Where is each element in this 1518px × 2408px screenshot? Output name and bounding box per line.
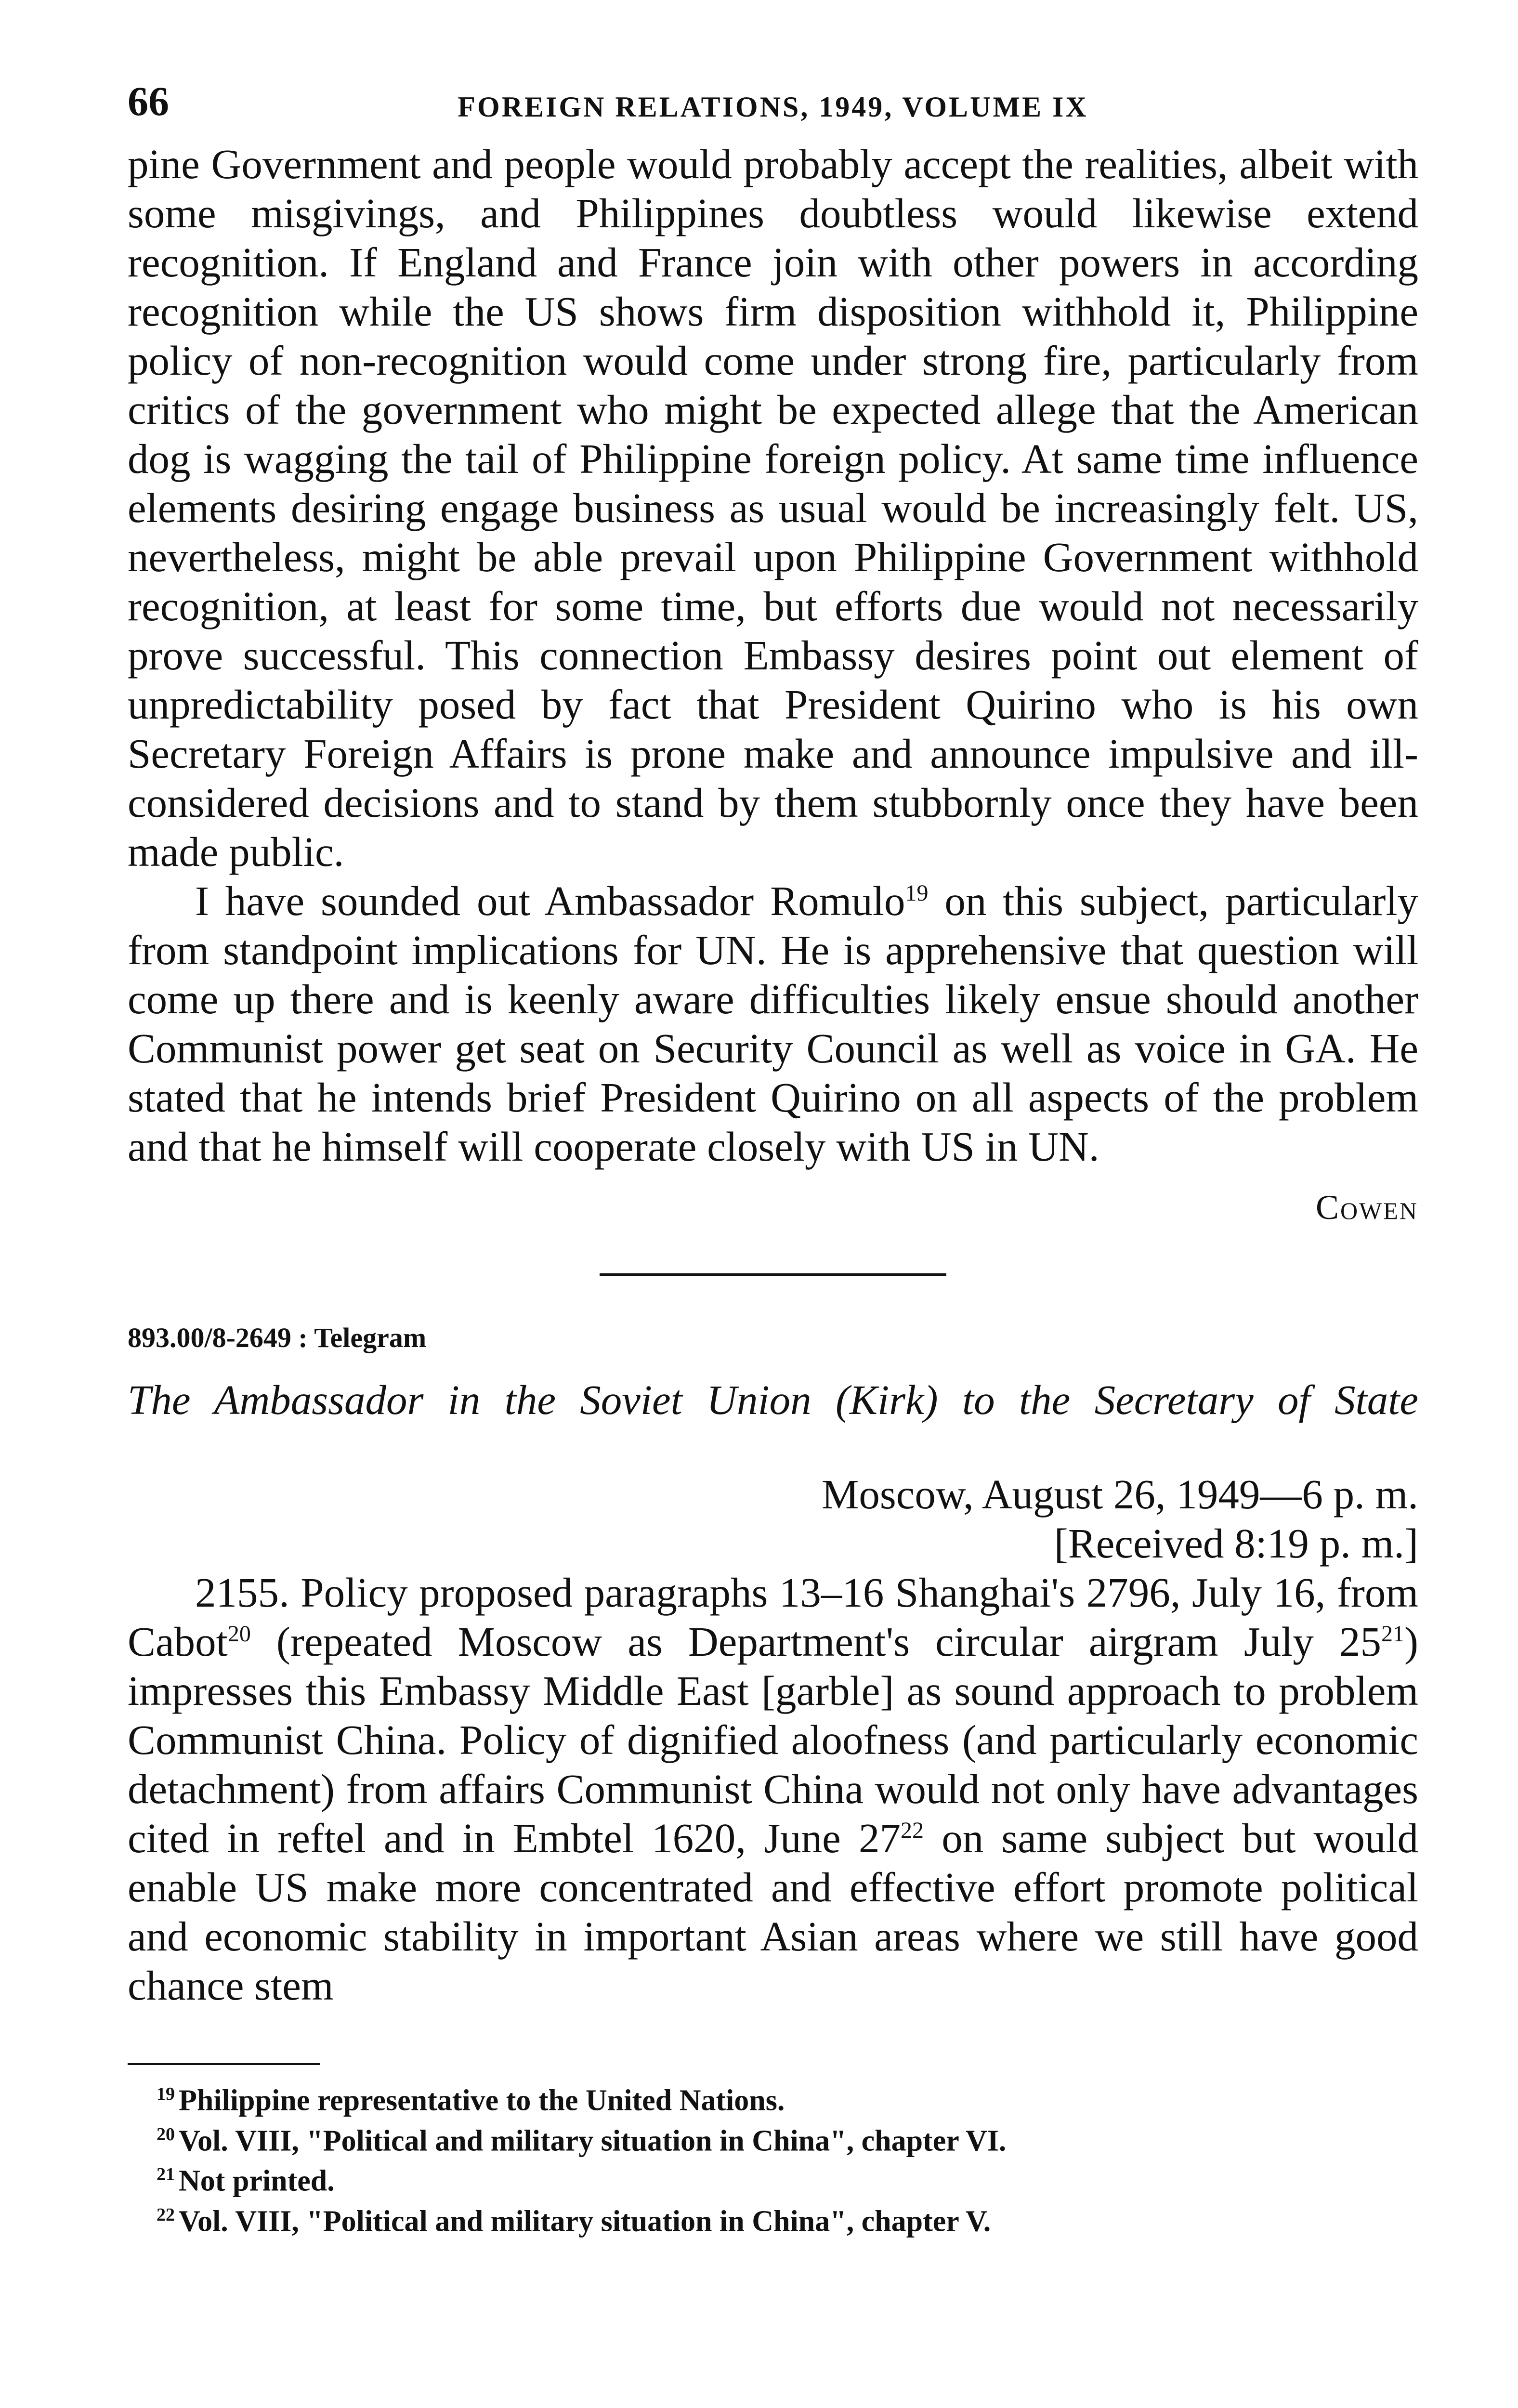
- document-page: [128, 72, 1418, 2408]
- footnote-20: [157, 2118, 1418, 2158]
- footnote-ref-21: 21: [1381, 1621, 1405, 1647]
- telegram-text-3: ) impresses this Embassy Middle East [garble] as sound approach to problem Communist China. Policy of dignified aloofness (and particularly economic detachment) from affairs Communist China would not only have advantages cited in reftel and in Embtel 1620, June 27: [128, 1618, 1418, 1861]
- dateline: Moscow, August 26, 1949—6 p. m.: [822, 1471, 1418, 1518]
- romulo-paragraph: [128, 877, 1418, 1171]
- signature: Cowen: [1316, 1188, 1418, 1227]
- footnote-text: Vol. VIII, "Political and military situation in China", chapter VI.: [179, 2124, 1007, 2158]
- footnote-21: [157, 2158, 1418, 2198]
- file-reference: 893.00/8-2649 : Telegram: [128, 1322, 427, 1353]
- footnote-text: Philippine representative to the United Nations.: [179, 2084, 785, 2117]
- telegram-text-2: (repeated Moscow as Department's circular airgram July 25: [250, 1618, 1382, 1665]
- romulo-text-after: on this subject, particularly from standpoint implications for UN. He is apprehensive that question will come up there and is keenly aware difficulties likely ensue should another Communist power get seat on Security Council as well as voice in GA. He stated that he intends brief President Quirino on all aspects of the problem and that he himself will cooperate closely with US in UN.: [128, 877, 1418, 1170]
- page-number: 66: [128, 78, 169, 124]
- footnote-ref-20: 20: [227, 1621, 251, 1647]
- telegram-paragraph: [128, 1568, 1418, 2010]
- telegram-text-1: 2155. Policy proposed paragraphs 13–16 Shanghai's 2796, July 16, from Cabot: [128, 1569, 1418, 1665]
- footnote-mark: 21: [157, 2164, 175, 2185]
- footnote-22: [157, 2198, 1418, 2238]
- footnote-mark: 19: [157, 2084, 175, 2104]
- footnote-text: Vol. VIII, "Political and military situation in China", chapter V.: [179, 2205, 991, 2238]
- page-header: [128, 72, 1418, 140]
- continuation-paragraph: pine Government and people would probably accept the realities, albeit with some misgivings, and Philippines doubtless would likewise extend recognition. If England and France join with other powers in according recognition while the US shows firm disposition withhold it, Philippine policy of non-recognition would come under strong fire, particularly from critics of the government who might be expected allege that the American dog is wagging the tail of Philippine foreign policy. At same time influence elements desiring engage business as usual would be increasingly felt. US, nevertheless, might be able prevail upon Philippine Government withhold recognition, at least for some time, but efforts due would not necessarily prove successful. This connection Embassy desires point out element of unpredictability posed by fact that President Quirino who is his own Secretary Foreign Affairs is prone make and announce impulsive and ill-considered decisions and to stand by them stubbornly once they have been made public.: [128, 141, 1418, 875]
- telegram-text-4: on same subject but would enable US make more concentrated and effective effort promote political and economic stability in important Asian areas where we still have good chance stem: [128, 1815, 1419, 2009]
- romulo-text-before: I have sounded out Ambassador Romulo: [195, 877, 905, 924]
- footnote-ref-19: 19: [905, 880, 929, 906]
- footnote-mark: 20: [157, 2124, 175, 2145]
- footnote-19: [157, 2077, 1418, 2118]
- section-divider: [600, 1273, 946, 1276]
- footnotes: [128, 2077, 1418, 2238]
- running-head: FOREIGN RELATIONS, 1949, VOLUME IX: [458, 91, 1088, 123]
- received-line: [Received 8:19 p. m.]: [1054, 1520, 1418, 1567]
- footnote-divider: [128, 2063, 320, 2065]
- footnote-text: Not printed.: [179, 2164, 335, 2198]
- document-title: The Ambassador in the Soviet Union (Kirk) to the Secretary of State: [128, 1376, 1418, 1423]
- footnote-mark: 22: [157, 2204, 175, 2225]
- footnote-ref-22: 22: [900, 1818, 924, 1843]
